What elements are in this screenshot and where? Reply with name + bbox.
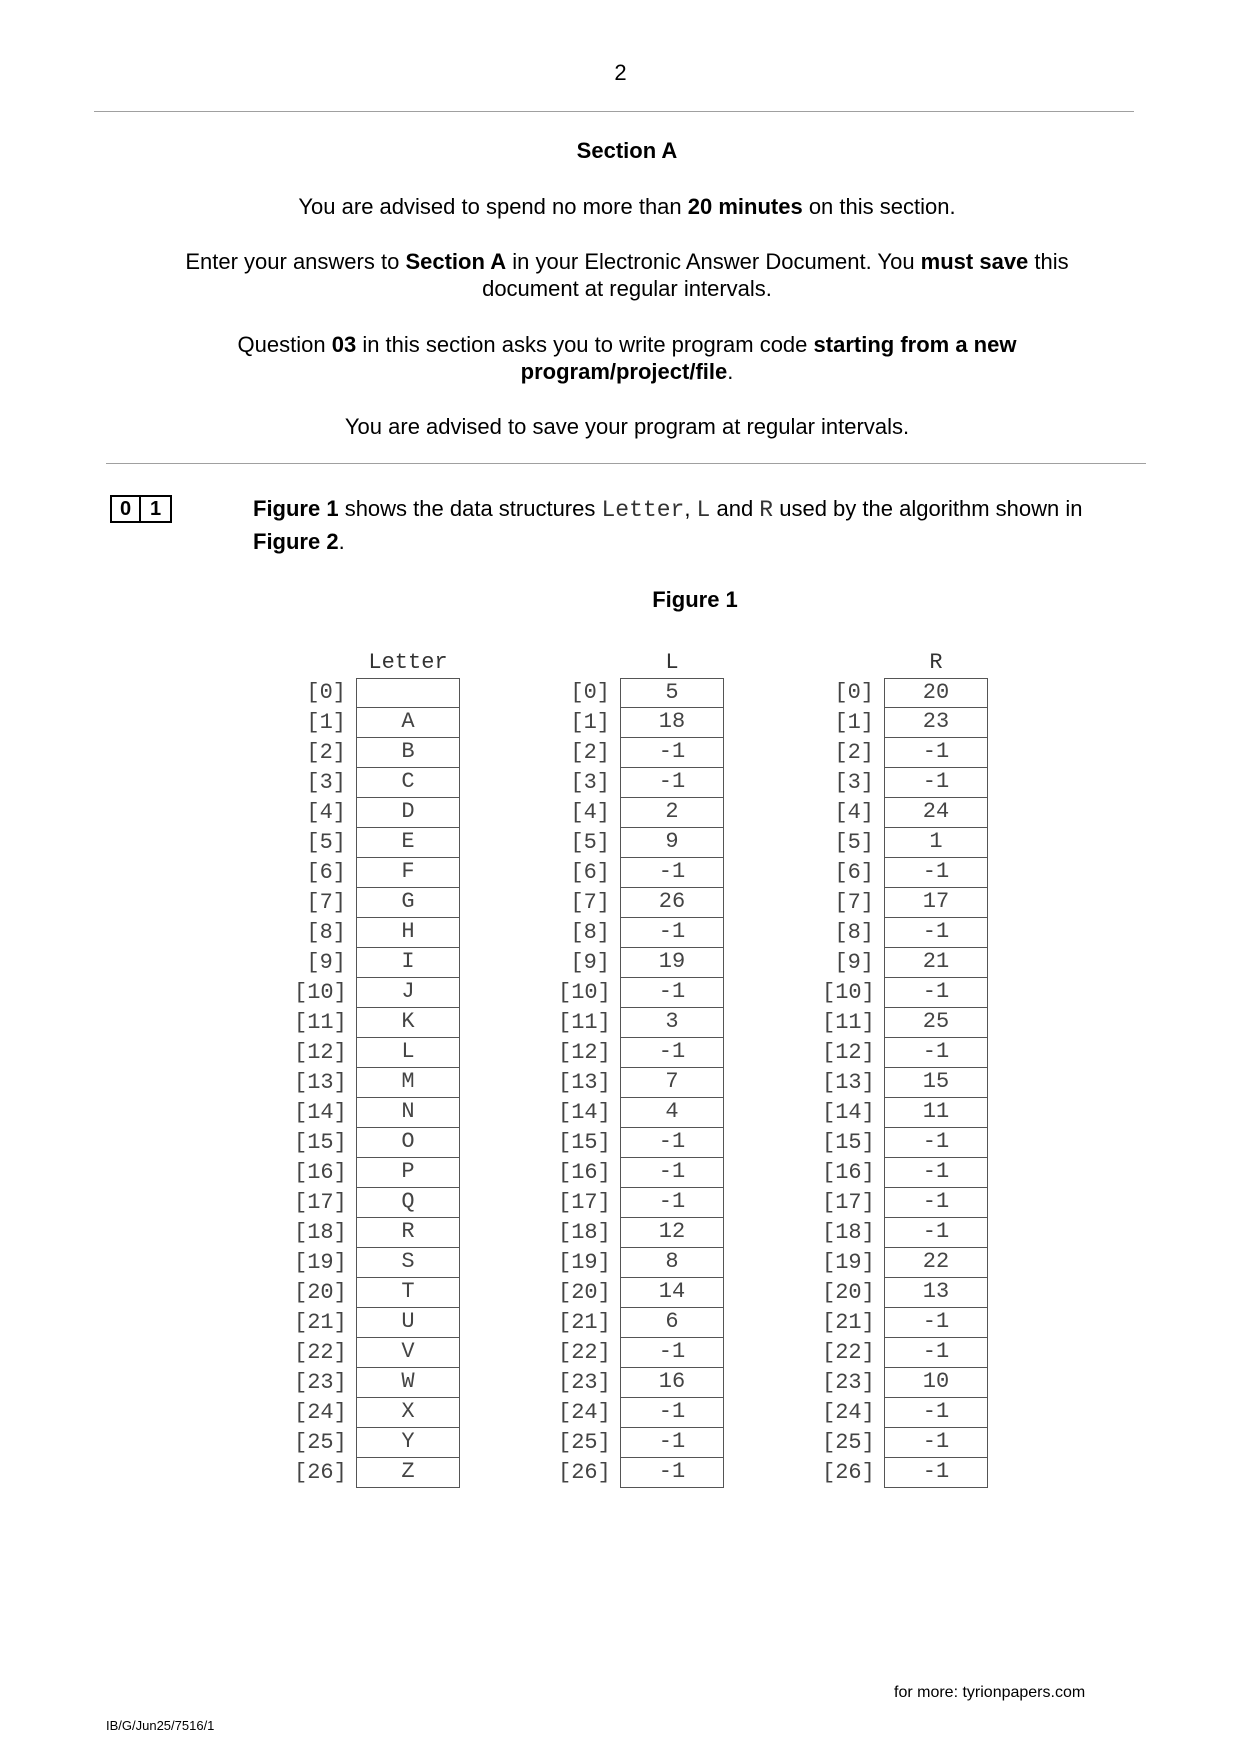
array-index-label: [6]	[834, 860, 874, 885]
array-row	[558, 1038, 724, 1068]
array-cell: -1	[884, 1398, 988, 1428]
array-index-label: [8]	[306, 920, 346, 945]
array-row	[294, 1158, 460, 1188]
array-index-label: [7]	[570, 890, 610, 915]
array-row	[294, 708, 460, 738]
array-index-label: [14]	[822, 1100, 875, 1125]
array-cell: -1	[884, 1128, 988, 1158]
array-index-label: [3]	[834, 770, 874, 795]
footer-source: for more: tyrionpapers.com	[894, 1684, 1086, 1701]
array-index-label: [0]	[570, 680, 610, 705]
array-index-label: [14]	[558, 1100, 611, 1125]
array-cell: 23	[884, 708, 988, 738]
array-cell: G	[356, 888, 460, 918]
array-cell: T	[356, 1278, 460, 1308]
array-row	[822, 888, 988, 918]
array-row	[294, 1458, 460, 1488]
array-row	[558, 708, 724, 738]
array-index-label: [12]	[294, 1040, 347, 1065]
array-row	[294, 1128, 460, 1158]
array-row	[558, 1158, 724, 1188]
array-cell: 22	[884, 1248, 988, 1278]
advice-time: 20 minutes	[687, 194, 803, 219]
array-index-label: [15]	[294, 1130, 347, 1155]
array-index-label: [10]	[558, 980, 611, 1005]
array-cell: 14	[620, 1278, 724, 1308]
array-cell: Z	[356, 1458, 460, 1488]
array-cell: J	[356, 978, 460, 1008]
question-intro	[253, 493, 1133, 557]
array-cell: 12	[620, 1218, 724, 1248]
array-row	[294, 768, 460, 798]
array-index-label: [10]	[294, 980, 347, 1005]
answers-text-2: in your Electronic Answer Document. You	[506, 249, 921, 274]
array-cell: H	[356, 918, 460, 948]
array-row	[294, 1098, 460, 1128]
array-cell: E	[356, 828, 460, 858]
array-cell: 5	[620, 678, 724, 708]
letter-array-rows	[294, 678, 460, 1488]
array-cell: -1	[620, 1158, 724, 1188]
footer-reference: IB/G/Jun25/7516/1	[106, 1718, 215, 1733]
array-row	[558, 1398, 724, 1428]
array-row	[822, 678, 988, 708]
array-index-label: [24]	[822, 1400, 875, 1425]
array-cell: -1	[884, 1338, 988, 1368]
l-array-rows	[558, 678, 724, 1488]
array-index-label: [10]	[822, 980, 875, 1005]
question-note	[180, 331, 1074, 385]
array-cell: 10	[884, 1368, 988, 1398]
array-row	[822, 1038, 988, 1068]
array-row	[558, 828, 724, 858]
array-row	[822, 1308, 988, 1338]
array-index-label: [23]	[294, 1370, 347, 1395]
array-index-label: [16]	[294, 1160, 347, 1185]
array-cell: 20	[884, 678, 988, 708]
array-index-label: [5]	[570, 830, 610, 855]
array-row	[558, 918, 724, 948]
array-index-label: [8]	[834, 920, 874, 945]
array-index-label: [16]	[558, 1160, 611, 1185]
answers-must-save: must save	[920, 249, 1029, 274]
array-row	[294, 1188, 460, 1218]
section-divider	[106, 463, 1146, 464]
answers-section: Section A	[405, 249, 507, 274]
array-index-label: [4]	[834, 800, 874, 825]
array-cell: -1	[620, 1458, 724, 1488]
array-index-label: [13]	[558, 1070, 611, 1095]
array-index-label: [20]	[558, 1280, 611, 1305]
array-row	[558, 1308, 724, 1338]
array-row	[822, 1008, 988, 1038]
array-index-label: [12]	[558, 1040, 611, 1065]
intro-text-1: shows the data structures	[338, 496, 602, 521]
array-index-label: [26]	[294, 1460, 347, 1485]
array-row	[558, 1098, 724, 1128]
array-index-label: [22]	[294, 1340, 347, 1365]
array-index-label: [1]	[306, 710, 346, 735]
array-index-label: [25]	[822, 1430, 875, 1455]
array-row	[822, 828, 988, 858]
answers-text-1: Enter your answers to	[185, 249, 406, 274]
array-row	[822, 798, 988, 828]
array-row	[294, 978, 460, 1008]
array-row	[294, 1218, 460, 1248]
array-cell: 17	[884, 888, 988, 918]
array-cell: 26	[620, 888, 724, 918]
array-index-label: [2]	[306, 740, 346, 765]
array-cell: 15	[884, 1068, 988, 1098]
array-index-label: [6]	[306, 860, 346, 885]
array-index-label: [4]	[306, 800, 346, 825]
array-index-label: [11]	[822, 1010, 875, 1035]
array-index-label: [5]	[306, 830, 346, 855]
note-question-number: 03	[331, 332, 357, 357]
question-number-digit: 1	[141, 495, 172, 523]
array-index-label: [20]	[822, 1280, 875, 1305]
advice-text-1: You are advised to spend no more than	[298, 194, 688, 219]
array-row	[558, 798, 724, 828]
array-index-label: [21]	[822, 1310, 875, 1335]
array-row	[822, 948, 988, 978]
array-index-label: [18]	[294, 1220, 347, 1245]
array-row	[294, 678, 460, 708]
array-index-label: [25]	[558, 1430, 611, 1455]
array-row	[558, 1368, 724, 1398]
array-index-label: [1]	[570, 710, 610, 735]
top-divider	[94, 111, 1134, 112]
answers-text-3: this document at regular intervals.	[482, 249, 1069, 301]
array-index-label: [7]	[306, 890, 346, 915]
array-row	[294, 1008, 460, 1038]
array-row	[558, 1248, 724, 1278]
array-index-label: [24]	[294, 1400, 347, 1425]
intro-figure-ref: Figure 1	[253, 496, 339, 521]
array-index-label: [15]	[558, 1130, 611, 1155]
array-index-label: [13]	[294, 1070, 347, 1095]
array-cell: -1	[884, 1158, 988, 1188]
array-row	[822, 1128, 988, 1158]
array-row	[558, 1458, 724, 1488]
array-row	[294, 1308, 460, 1338]
array-index-label: [2]	[570, 740, 610, 765]
advice-text-2: on this section.	[802, 194, 956, 219]
array-index-label: [0]	[834, 680, 874, 705]
array-row	[558, 1338, 724, 1368]
array-index-label: [13]	[822, 1070, 875, 1095]
array-index-label: [18]	[822, 1220, 875, 1245]
r-array-rows	[822, 678, 988, 1488]
intro-l-name: L	[696, 497, 711, 523]
array-cell: P	[356, 1158, 460, 1188]
array-cell: Q	[356, 1188, 460, 1218]
array-index-label: [4]	[570, 800, 610, 825]
array-cell: V	[356, 1338, 460, 1368]
array-row	[294, 888, 460, 918]
array-cell: -1	[884, 858, 988, 888]
array-row	[822, 1338, 988, 1368]
array-row	[822, 1398, 988, 1428]
array-cell: 19	[620, 948, 724, 978]
array-row	[558, 858, 724, 888]
note-text-3: .	[727, 359, 734, 384]
array-cell: -1	[884, 978, 988, 1008]
array-index-label: [19]	[294, 1250, 347, 1275]
array-cell: U	[356, 1308, 460, 1338]
array-cell: K	[356, 1008, 460, 1038]
array-cell: -1	[620, 918, 724, 948]
array-index-label: [9]	[306, 950, 346, 975]
intro-text-3: and	[710, 496, 760, 521]
intro-figure2-ref: Figure 2	[253, 529, 339, 554]
array-index-label: [21]	[558, 1310, 611, 1335]
time-advice	[94, 193, 1160, 220]
array-row	[822, 1158, 988, 1188]
array-cell: -1	[620, 768, 724, 798]
array-row	[822, 1428, 988, 1458]
array-row	[822, 1278, 988, 1308]
r-array-name: R	[929, 650, 943, 675]
array-cell: -1	[884, 1218, 988, 1248]
array-cell: -1	[620, 1398, 724, 1428]
array-row	[294, 858, 460, 888]
array-cell: I	[356, 948, 460, 978]
array-cell: 18	[620, 708, 724, 738]
l-array-name: L	[665, 650, 679, 675]
array-cell: B	[356, 738, 460, 768]
array-row	[294, 1038, 460, 1068]
array-row	[294, 948, 460, 978]
array-index-label: [23]	[822, 1370, 875, 1395]
array-cell: 9	[620, 828, 724, 858]
array-cell: F	[356, 858, 460, 888]
array-index-label: [19]	[558, 1250, 611, 1275]
array-index-label: [24]	[558, 1400, 611, 1425]
array-cell: 24	[884, 798, 988, 828]
array-cell: 8	[620, 1248, 724, 1278]
array-cell: C	[356, 768, 460, 798]
array-row	[558, 1278, 724, 1308]
save-advice: You are advised to save your program at regular intervals.	[344, 414, 910, 439]
array-row	[822, 1248, 988, 1278]
array-row	[822, 1218, 988, 1248]
array-cell: N	[356, 1098, 460, 1128]
array-row	[294, 1368, 460, 1398]
array-cell: -1	[884, 768, 988, 798]
array-row	[558, 738, 724, 768]
array-index-label: [18]	[558, 1220, 611, 1245]
array-cell: W	[356, 1368, 460, 1398]
array-cell: -1	[884, 918, 988, 948]
array-cell: -1	[620, 1428, 724, 1458]
array-cell: 25	[884, 1008, 988, 1038]
letter-array-name: Letter	[368, 650, 448, 675]
question-number-boxes	[110, 495, 172, 523]
array-row	[558, 978, 724, 1008]
array-index-label: [12]	[822, 1040, 875, 1065]
array-row	[822, 1068, 988, 1098]
array-row	[294, 828, 460, 858]
array-row	[294, 1338, 460, 1368]
array-cell: D	[356, 798, 460, 828]
answer-instructions	[140, 248, 1114, 302]
array-cell: -1	[884, 1188, 988, 1218]
array-index-label: [7]	[834, 890, 874, 915]
array-cell: 13	[884, 1278, 988, 1308]
array-index-label: [23]	[558, 1370, 611, 1395]
array-index-label: [17]	[294, 1190, 347, 1215]
array-row	[294, 1278, 460, 1308]
array-row	[558, 888, 724, 918]
figure-caption: Figure 1	[652, 587, 738, 612]
array-cell: X	[356, 1398, 460, 1428]
array-row	[822, 1458, 988, 1488]
array-row	[558, 1008, 724, 1038]
array-row	[822, 708, 988, 738]
array-cell: 21	[884, 948, 988, 978]
array-row	[294, 1428, 460, 1458]
array-cell: -1	[620, 1128, 724, 1158]
array-cell: O	[356, 1128, 460, 1158]
array-cell: -1	[884, 1458, 988, 1488]
array-index-label: [22]	[558, 1340, 611, 1365]
section-title: Section A	[576, 138, 678, 163]
array-index-label: [8]	[570, 920, 610, 945]
array-cell: R	[356, 1218, 460, 1248]
intro-r-name: R	[759, 497, 774, 523]
array-cell: 4	[620, 1098, 724, 1128]
array-cell: A	[356, 708, 460, 738]
array-cell: -1	[884, 738, 988, 768]
array-row	[558, 678, 724, 708]
array-row	[558, 768, 724, 798]
array-row	[822, 1188, 988, 1218]
array-row	[822, 918, 988, 948]
intro-text-5: .	[338, 529, 345, 554]
array-index-label: [3]	[306, 770, 346, 795]
array-index-label: [2]	[834, 740, 874, 765]
array-row	[294, 1068, 460, 1098]
note-new-program: starting from a new program/project/file	[520, 332, 1017, 384]
array-index-label: [20]	[294, 1280, 347, 1305]
intro-letter-name: Letter	[601, 497, 685, 523]
array-cell: Y	[356, 1428, 460, 1458]
array-index-label: [26]	[558, 1460, 611, 1485]
array-index-label: [3]	[570, 770, 610, 795]
array-index-label: [5]	[834, 830, 874, 855]
array-row	[558, 1218, 724, 1248]
intro-text-4: used by the algorithm shown in	[773, 496, 1083, 521]
array-row	[822, 858, 988, 888]
intro-text-2: ,	[684, 496, 697, 521]
array-row	[294, 1248, 460, 1278]
array-cell: -1	[620, 1338, 724, 1368]
array-cell: -1	[620, 978, 724, 1008]
array-cell: 11	[884, 1098, 988, 1128]
array-index-label: [16]	[822, 1160, 875, 1185]
array-cell: L	[356, 1038, 460, 1068]
array-row	[822, 738, 988, 768]
array-index-label: [17]	[822, 1190, 875, 1215]
array-index-label: [6]	[570, 860, 610, 885]
array-cell: -1	[884, 1038, 988, 1068]
array-index-label: [17]	[558, 1190, 611, 1215]
array-cell: S	[356, 1248, 460, 1278]
array-row	[558, 1128, 724, 1158]
array-row	[294, 918, 460, 948]
array-cell: 7	[620, 1068, 724, 1098]
array-index-label: [22]	[822, 1340, 875, 1365]
array-cell: 3	[620, 1008, 724, 1038]
note-text-2: in this section asks you to write program code	[356, 332, 814, 357]
array-index-label: [19]	[822, 1250, 875, 1275]
array-index-label: [1]	[834, 710, 874, 735]
page-number: 2	[614, 60, 627, 85]
array-row	[558, 1068, 724, 1098]
array-cell: 6	[620, 1308, 724, 1338]
array-cell: -1	[884, 1428, 988, 1458]
array-index-label: [0]	[306, 680, 346, 705]
array-index-label: [21]	[294, 1310, 347, 1335]
array-cell: -1	[620, 1038, 724, 1068]
array-index-label: [26]	[822, 1460, 875, 1485]
array-index-label: [11]	[294, 1010, 347, 1035]
array-cell	[356, 678, 460, 708]
array-row	[294, 1398, 460, 1428]
array-row	[294, 738, 460, 768]
array-index-label: [11]	[558, 1010, 611, 1035]
array-cell: 16	[620, 1368, 724, 1398]
array-cell: -1	[620, 1188, 724, 1218]
array-row	[822, 1368, 988, 1398]
question-number-digit: 0	[110, 495, 141, 523]
array-row	[822, 978, 988, 1008]
array-row	[558, 948, 724, 978]
array-row	[822, 1098, 988, 1128]
array-cell: -1	[620, 738, 724, 768]
array-index-label: [25]	[294, 1430, 347, 1455]
array-row	[822, 768, 988, 798]
array-cell: 1	[884, 828, 988, 858]
array-cell: M	[356, 1068, 460, 1098]
note-text-1: Question	[237, 332, 332, 357]
array-index-label: [15]	[822, 1130, 875, 1155]
array-cell: 2	[620, 798, 724, 828]
array-cell: -1	[620, 858, 724, 888]
array-row	[558, 1188, 724, 1218]
array-row	[558, 1428, 724, 1458]
array-index-label: [9]	[834, 950, 874, 975]
array-cell: -1	[884, 1308, 988, 1338]
array-index-label: [9]	[570, 950, 610, 975]
array-row	[294, 798, 460, 828]
array-index-label: [14]	[294, 1100, 347, 1125]
